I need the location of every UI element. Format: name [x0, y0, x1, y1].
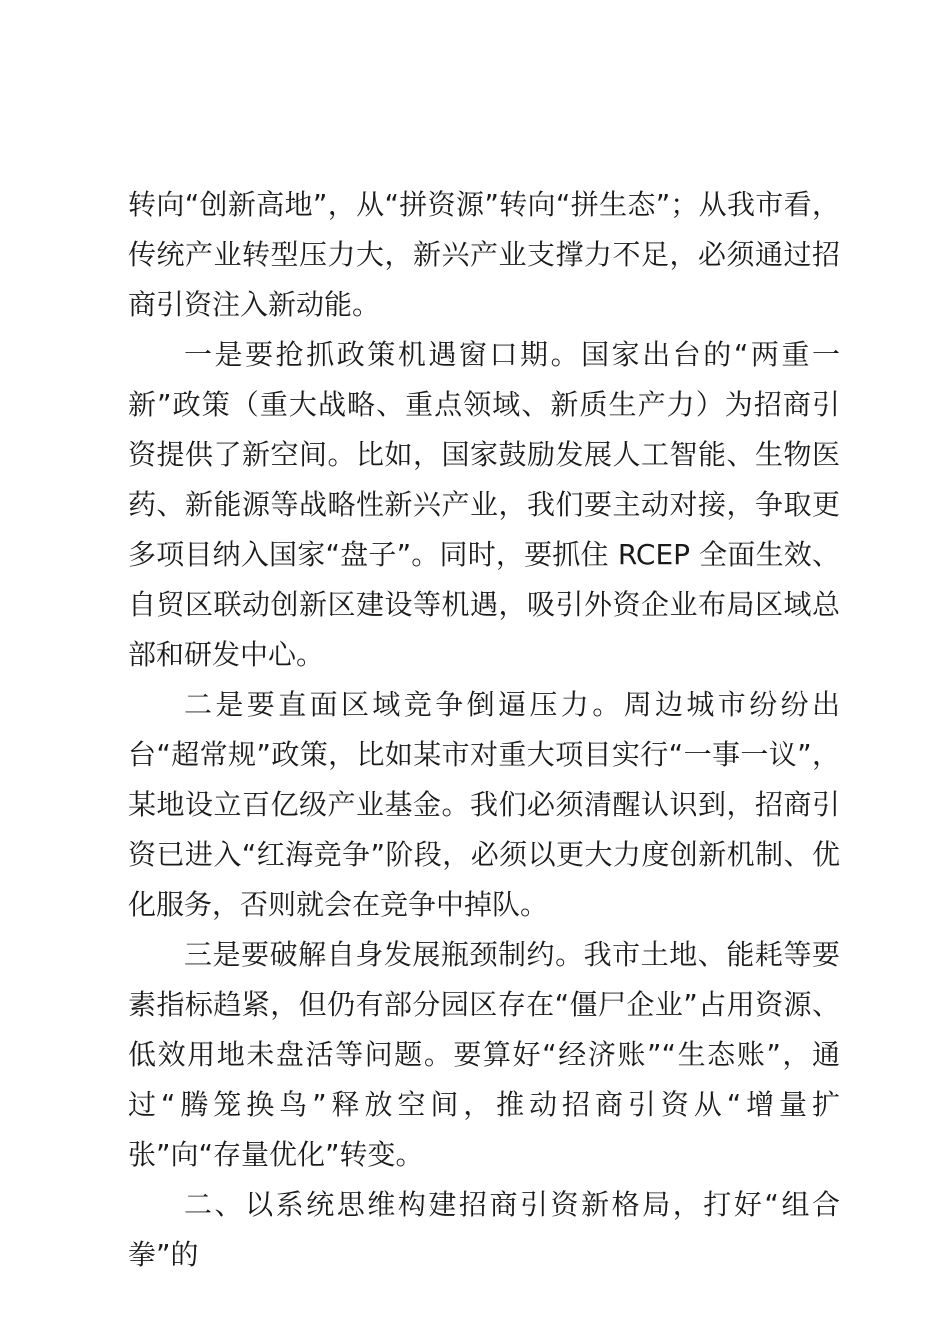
paragraph-development-bottleneck: 三是要破解自身发展瓶颈制约。我市土地、能耗等要素指标趋紧，但仍有部分园区存在“僵尸企业”占用资源、低效用地未盘活等问题。要算好“经济账”“生态账”，通过“腾笼换鸟”释放空间，推动招商引资从“增量扩张”向“存量优化”转变。 [128, 938, 840, 1171]
paragraph-regional-competition: 二是要直面区域竞争倒逼压力。周边城市纷纷出台“超常规”政策，比如某市对重大项目实行“一事一议”，某地设立百亿级产业基金。我们必须清醒认识到，招商引资已进入“红海竞争”阶段，必须以更大力度创新机制、优化服务，否则就会在竞争中掉队。 [128, 688, 840, 921]
paragraph-policy-window: 一是要抢抓政策机遇窗口期。国家出台的“两重一新”政策（重大战略、重点领域、新质生产力）为招商引资提供了新空间。比如，国家鼓励发展人工智能、生物医药、新能源等战略性新兴产业，我们要主动对接，争取更多项目纳入国家“盘子”。同时，要抓住 RCEP 全面生效、自贸区联动创新区建设等机遇，吸引外资企业布局区域总部和研发中心。 [128, 338, 840, 671]
paragraph-continuation: 转向“创新高地”，从“拼资源”转向“拼生态”；从我市看，传统产业转型压力大，新兴产业支撑力不足，必须通过招商引资注入新动能。 [128, 188, 840, 321]
section-heading-two: 二、以系统思维构建招商引资新格局，打好“组合拳”的 [128, 1188, 840, 1271]
document-body [128, 180, 840, 1280]
